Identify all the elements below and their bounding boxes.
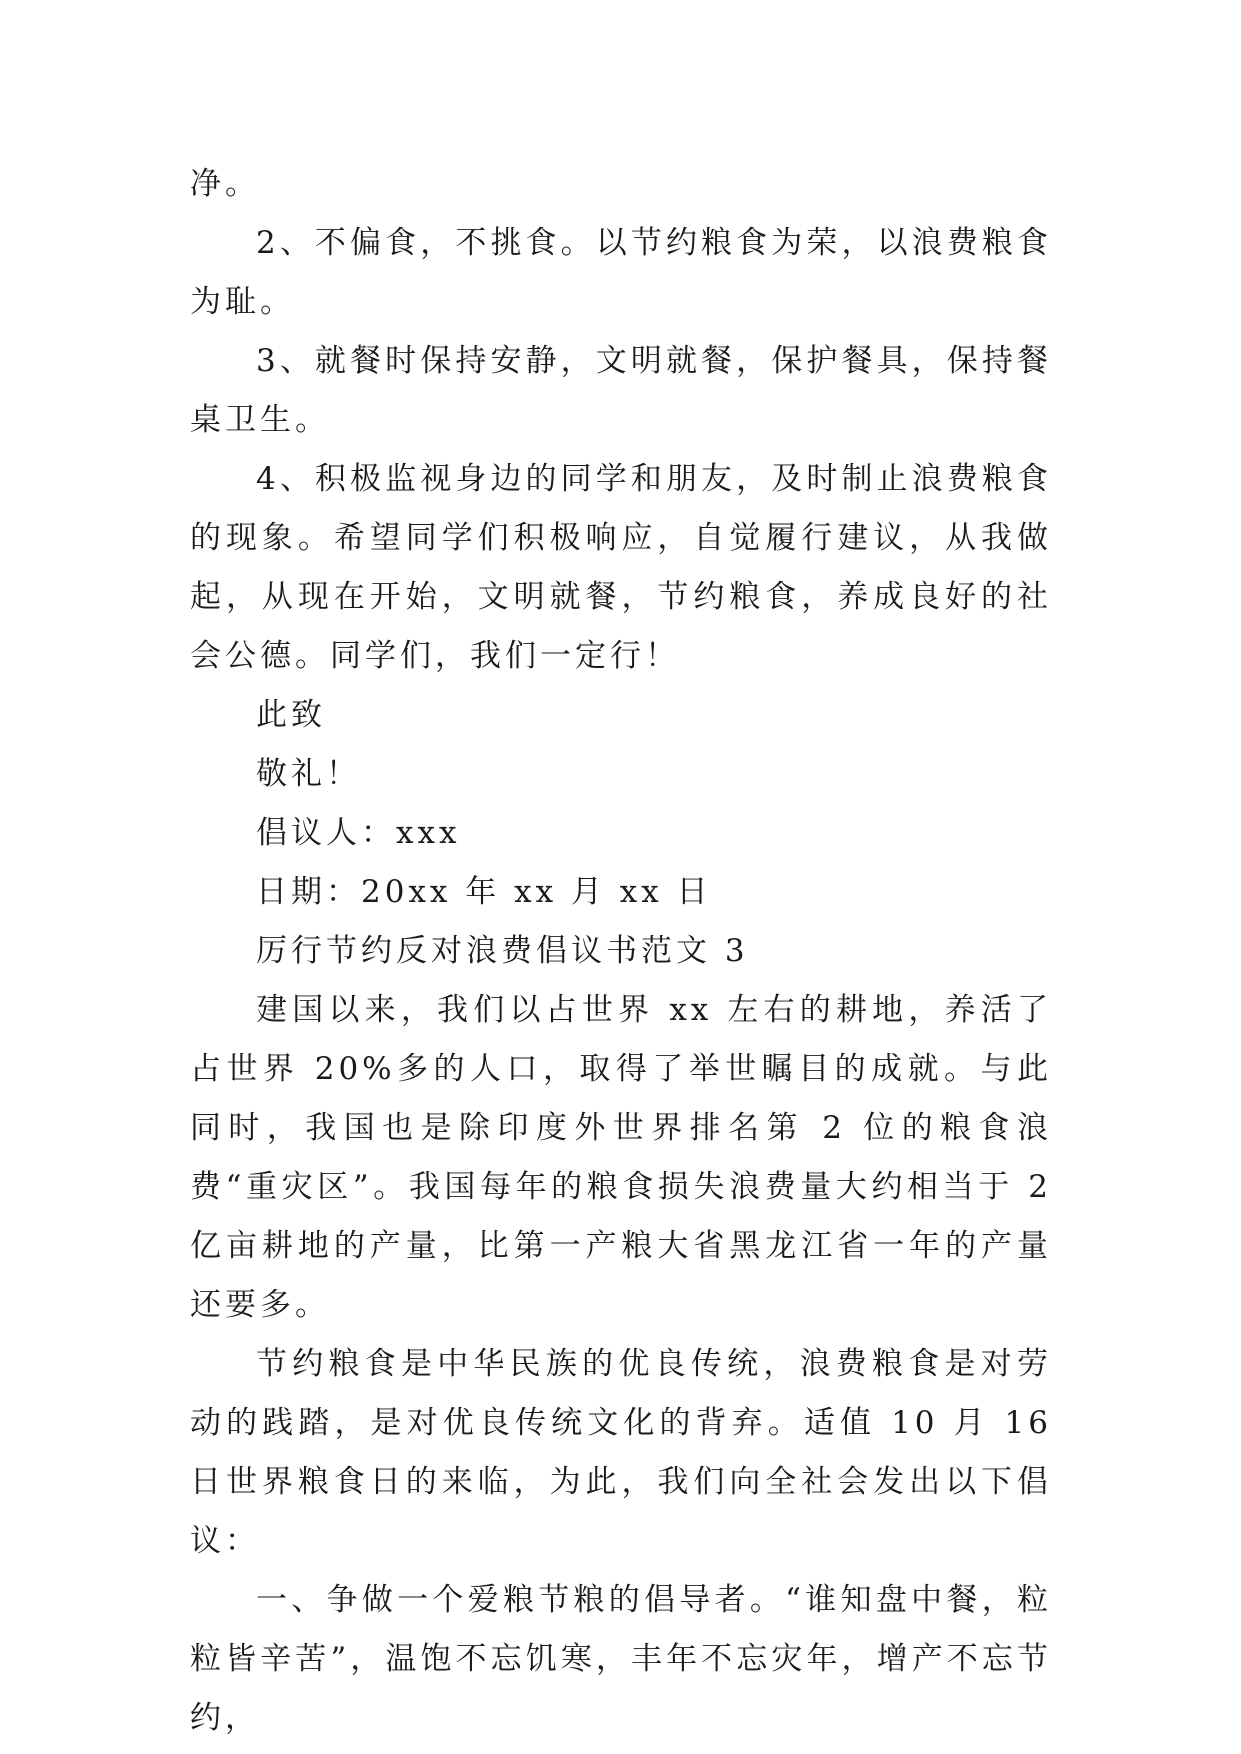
paragraph-proposal-1: 一、争做一个爱粮节粮的倡导者。“谁知盘中餐，粒粒皆辛苦”，温饱不忘饥寒，丰年不忘灾年，增产不忘节约， [190, 1582, 1052, 1736]
paragraph-item-4: 4、积极监视身边的同学和朋友，及时制止浪费粮食的现象。希望同学们积极响应，自觉履行建议，从我做起，从现在开始，文明就餐，节约粮食，养成良好的社会公德。同学们，我们一定行！ [190, 461, 1052, 674]
document-body [190, 155, 1052, 1748]
paragraph-founding: 建国以来，我们以占世界 xx 左右的耕地，养活了占世界 20%多的人口，取得了举世瞩目的成就。与此同时，我国也是除印度外世界排名第 2 位的粮食浪费“重灾区”。我国每年的粮食损失浪费量大约相当于 2 亿亩耕地的产量，比第一产粮大省黑龙江省一年的产量还要多。 [190, 992, 1052, 1323]
paragraph-continuation: 净。 [190, 166, 260, 202]
date-line: 日期：20xx 年 xx 月 xx 日 [256, 874, 712, 910]
section-title: 厉行节约反对浪费倡议书范文 3 [256, 933, 749, 969]
paragraph-item-2: 2、不偏食，不挑食。以节约粮食为荣，以浪费粮食为耻。 [190, 225, 1052, 320]
salutation-line-1: 此致 [256, 697, 326, 733]
proposer-line: 倡议人：xxx [256, 815, 461, 851]
paragraph-item-3: 3、就餐时保持安静，文明就餐，保护餐具，保持餐桌卫生。 [190, 343, 1052, 438]
paragraph-tradition: 节约粮食是中华民族的优良传统，浪费粮食是对劳动的践踏，是对优良传统文化的背弃。适值 10 月 16 日世界粮食日的来临，为此，我们向全社会发出以下倡议： [190, 1346, 1052, 1559]
salutation-line-2: 敬礼！ [256, 756, 361, 792]
